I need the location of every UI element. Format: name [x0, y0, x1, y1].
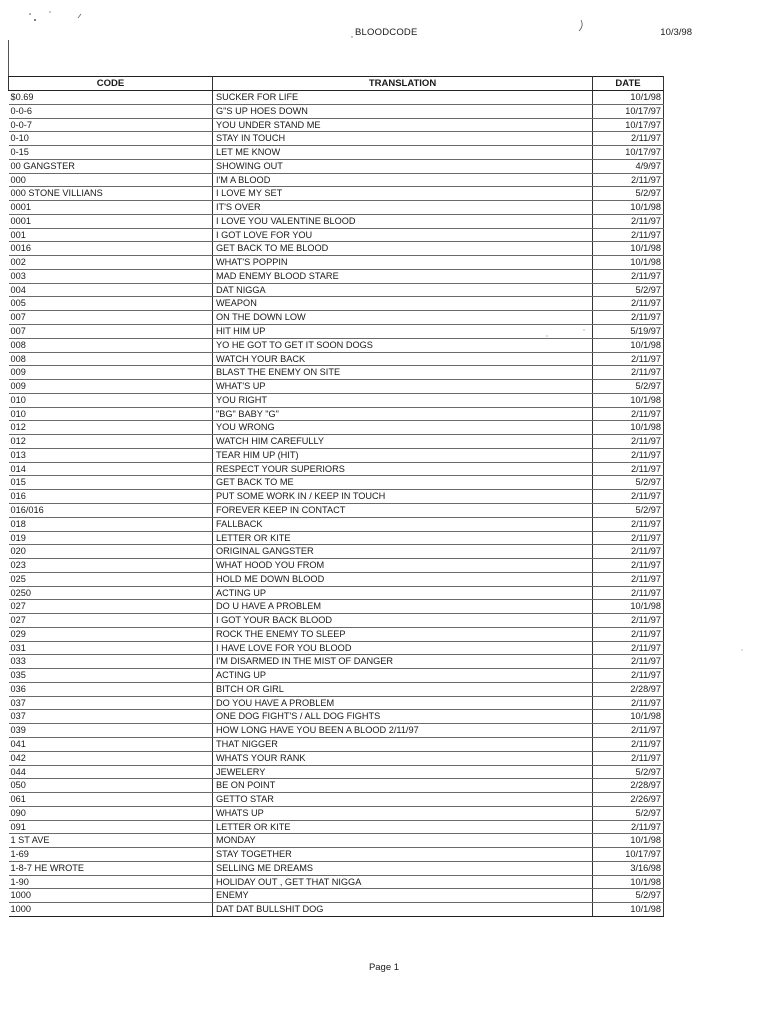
table-row [9, 462, 664, 476]
table-row [9, 159, 664, 173]
translation-cell: GET BACK TO ME BLOOD [213, 242, 593, 256]
translation-cell: WHAT HOOD YOU FROM [213, 559, 593, 573]
table-row [9, 572, 664, 586]
date-cell: 2/26/97 [593, 793, 664, 807]
translation-cell: SHOWING OUT [213, 159, 593, 173]
translation-cell: BLAST THE ENEMY ON SITE [213, 366, 593, 380]
translation-cell: SELLING ME DREAMS [213, 861, 593, 875]
date-cell: 2/11/97 [593, 407, 664, 421]
code-cell: 014 [9, 462, 213, 476]
table-row [9, 655, 664, 669]
code-cell: 037 [9, 696, 213, 710]
table-row [9, 435, 664, 449]
table-row [9, 118, 664, 132]
code-cell: 0250 [9, 586, 213, 600]
table-row [9, 669, 664, 683]
table-row [9, 242, 664, 256]
table-row [9, 765, 664, 779]
code-cell: 016/016 [9, 503, 213, 517]
table-row [9, 875, 664, 889]
code-cell: 1-8-7 HE WROTE [9, 861, 213, 875]
translation-cell: RESPECT YOUR SUPERIORS [213, 462, 593, 476]
date-cell: 2/11/97 [593, 737, 664, 751]
document-date: 10/3/98 [660, 27, 692, 38]
date-cell: 10/1/98 [593, 834, 664, 848]
date-cell: 10/1/98 [593, 875, 664, 889]
code-cell: 027 [9, 614, 213, 628]
date-cell: 2/11/97 [593, 352, 664, 366]
date-cell: 10/1/98 [593, 600, 664, 614]
table-row [9, 214, 664, 228]
date-cell: 2/11/97 [593, 614, 664, 628]
date-cell: 2/11/97 [593, 627, 664, 641]
date-cell: 2/11/97 [593, 228, 664, 242]
code-cell: 0-10 [9, 132, 213, 146]
date-cell: 2/11/97 [593, 751, 664, 765]
translation-cell: THAT NIGGER [213, 737, 593, 751]
date-cell: 2/11/97 [593, 173, 664, 187]
code-cell: 010 [9, 393, 213, 407]
translation-cell: WHATS YOUR RANK [213, 751, 593, 765]
table-row [9, 820, 664, 834]
code-cell: 035 [9, 669, 213, 683]
code-cell: 007 [9, 311, 213, 325]
code-cell: 010 [9, 407, 213, 421]
code-cell: 018 [9, 517, 213, 531]
translation-cell: ACTING UP [213, 669, 593, 683]
code-cell: 00 GANGSTER [9, 159, 213, 173]
code-cell: 044 [9, 765, 213, 779]
translation-cell: GET BACK TO ME [213, 476, 593, 490]
table-row [9, 779, 664, 793]
date-cell: 10/17/97 [593, 104, 664, 118]
date-cell: 4/9/97 [593, 159, 664, 173]
table-row [9, 380, 664, 394]
translation-cell: WHAT'S POPPIN [213, 256, 593, 270]
date-cell: 5/2/97 [593, 503, 664, 517]
date-cell: 2/11/97 [593, 517, 664, 531]
translation-cell: ONE DOG FIGHT'S / ALL DOG FIGHTS [213, 710, 593, 724]
date-cell: 2/11/97 [593, 311, 664, 325]
date-cell: 2/11/97 [593, 435, 664, 449]
date-cell: 10/17/97 [593, 848, 664, 862]
table-row [9, 517, 664, 531]
date-cell: 2/11/97 [593, 462, 664, 476]
translation-cell: FOREVER KEEP IN CONTACT [213, 503, 593, 517]
date-cell: 5/2/97 [593, 380, 664, 394]
table-row [9, 903, 664, 917]
column-header-translation: TRANSLATION [213, 77, 593, 91]
code-cell: $0.69 [9, 91, 213, 105]
date-cell: 5/2/97 [593, 187, 664, 201]
code-cell: 012 [9, 421, 213, 435]
table-row [9, 614, 664, 628]
date-cell: 10/1/98 [593, 256, 664, 270]
translation-cell: PUT SOME WORK IN / KEEP IN TOUCH [213, 490, 593, 504]
date-cell: 2/11/97 [593, 559, 664, 573]
code-cell: 009 [9, 366, 213, 380]
code-cell: 015 [9, 476, 213, 490]
date-cell: 2/11/97 [593, 531, 664, 545]
translation-cell: ORIGINAL GANGSTER [213, 545, 593, 559]
table-row [9, 710, 664, 724]
translation-cell: YOU RIGHT [213, 393, 593, 407]
code-cell: 029 [9, 627, 213, 641]
date-cell: 5/2/97 [593, 889, 664, 903]
table-row [9, 393, 664, 407]
table-row [9, 448, 664, 462]
code-cell: 1 ST AVE [9, 834, 213, 848]
translation-cell: LETTER OR KITE [213, 531, 593, 545]
code-cell: 019 [9, 531, 213, 545]
date-cell: 2/11/97 [593, 586, 664, 600]
code-cell: 033 [9, 655, 213, 669]
translation-cell: BITCH OR GIRL [213, 682, 593, 696]
page-number: Page 1 [368, 962, 400, 973]
code-cell: 091 [9, 820, 213, 834]
table-row [9, 559, 664, 573]
code-cell: 013 [9, 448, 213, 462]
translation-cell: DO YOU HAVE A PROBLEM [213, 696, 593, 710]
table-row [9, 269, 664, 283]
translation-cell: HOLIDAY OUT , GET THAT NIGGA [213, 875, 593, 889]
column-header-date: DATE [593, 77, 664, 91]
table-row [9, 806, 664, 820]
translation-cell: YOU WRONG [213, 421, 593, 435]
code-cell: 1-69 [9, 848, 213, 862]
date-cell: 2/11/97 [593, 132, 664, 146]
date-cell: 2/11/97 [593, 366, 664, 380]
code-cell: 003 [9, 269, 213, 283]
translation-cell: I HAVE LOVE FOR YOU BLOOD [213, 641, 593, 655]
page-header [0, 27, 768, 43]
date-cell: 2/11/97 [593, 724, 664, 738]
translation-cell: LETTER OR KITE [213, 820, 593, 834]
date-cell: 2/11/97 [593, 641, 664, 655]
translation-cell: ROCK THE ENEMY TO SLEEP [213, 627, 593, 641]
table-row [9, 421, 664, 435]
date-cell: 2/11/97 [593, 448, 664, 462]
code-cell: 027 [9, 600, 213, 614]
date-cell: 10/1/98 [593, 338, 664, 352]
table-row [9, 476, 664, 490]
date-cell: 2/11/97 [593, 696, 664, 710]
date-cell: 10/17/97 [593, 146, 664, 160]
date-cell: 5/2/97 [593, 806, 664, 820]
code-cell: 031 [9, 641, 213, 655]
translation-cell: LET ME KNOW [213, 146, 593, 160]
table-row [9, 283, 664, 297]
date-cell: 10/1/98 [593, 421, 664, 435]
table-row [9, 490, 664, 504]
code-cell: 000 [9, 173, 213, 187]
table-row [9, 793, 664, 807]
date-cell: 2/28/97 [593, 682, 664, 696]
translation-cell: JEWELERY [213, 765, 593, 779]
table-header-row [9, 77, 664, 91]
code-cell: 0-0-7 [9, 118, 213, 132]
table-row [9, 201, 664, 215]
code-cell: 042 [9, 751, 213, 765]
table-row [9, 366, 664, 380]
code-cell: 004 [9, 283, 213, 297]
translation-cell: WHATS UP [213, 806, 593, 820]
translation-cell: I GOT LOVE FOR YOU [213, 228, 593, 242]
date-cell: 10/1/98 [593, 201, 664, 215]
code-cell: 061 [9, 793, 213, 807]
code-cell: 1000 [9, 889, 213, 903]
code-cell: 041 [9, 737, 213, 751]
translation-cell: "BG" BABY "G" [213, 407, 593, 421]
code-cell: 002 [9, 256, 213, 270]
table-row [9, 187, 664, 201]
date-cell: 5/2/97 [593, 765, 664, 779]
date-cell: 10/1/98 [593, 903, 664, 917]
table-row [9, 751, 664, 765]
date-cell: 2/11/97 [593, 214, 664, 228]
date-cell: 2/11/97 [593, 269, 664, 283]
code-cell: 1-90 [9, 875, 213, 889]
translation-cell: HOW LONG HAVE YOU BEEN A BLOOD 2/11/97 [213, 724, 593, 738]
code-cell: 009 [9, 380, 213, 394]
table-row [9, 256, 664, 270]
column-header-code: CODE [9, 77, 213, 91]
translation-cell: MAD ENEMY BLOOD STARE [213, 269, 593, 283]
date-cell: 10/17/97 [593, 118, 664, 132]
translation-cell: STAY TOGETHER [213, 848, 593, 862]
date-cell: 3/16/98 [593, 861, 664, 875]
table-row [9, 228, 664, 242]
translation-cell: G"S UP HOES DOWN [213, 104, 593, 118]
table-row [9, 545, 664, 559]
date-cell: 5/2/97 [593, 283, 664, 297]
translation-cell: IT'S OVER [213, 201, 593, 215]
table-row [9, 352, 664, 366]
table-row [9, 696, 664, 710]
table-row [9, 834, 664, 848]
translation-cell: WATCH HIM CAREFULLY [213, 435, 593, 449]
code-table [8, 76, 664, 917]
translation-cell: MONDAY [213, 834, 593, 848]
table-row [9, 297, 664, 311]
translation-cell: GETTO STAR [213, 793, 593, 807]
table-row [9, 600, 664, 614]
translation-cell: ACTING UP [213, 586, 593, 600]
translation-cell: STAY IN TOUCH [213, 132, 593, 146]
code-cell: 025 [9, 572, 213, 586]
date-cell: 10/1/98 [593, 91, 664, 105]
code-cell: 012 [9, 435, 213, 449]
table-row [9, 641, 664, 655]
table-row [9, 173, 664, 187]
code-cell: 0001 [9, 201, 213, 215]
table-row [9, 586, 664, 600]
table-row [9, 737, 664, 751]
translation-cell: YOU UNDER STAND ME [213, 118, 593, 132]
code-cell: 050 [9, 779, 213, 793]
date-cell: 5/19/97 [593, 325, 664, 339]
date-cell: 2/11/97 [593, 297, 664, 311]
table-row [9, 146, 664, 160]
translation-cell: I LOVE YOU VALENTINE BLOOD [213, 214, 593, 228]
translation-cell: HOLD ME DOWN BLOOD [213, 572, 593, 586]
code-cell: 0-15 [9, 146, 213, 160]
code-cell: 036 [9, 682, 213, 696]
code-cell: 039 [9, 724, 213, 738]
table-row [9, 503, 664, 517]
code-cell: 008 [9, 338, 213, 352]
translation-cell: WATCH YOUR BACK [213, 352, 593, 366]
translation-cell: SUCKER FOR LIFE [213, 91, 593, 105]
table-row [9, 848, 664, 862]
code-cell: 020 [9, 545, 213, 559]
translation-cell: ENEMY [213, 889, 593, 903]
translation-cell: I'M A BLOOD [213, 173, 593, 187]
translation-cell: HIT HIM UP [213, 325, 593, 339]
translation-cell: I'M DISARMED IN THE MIST OF DANGER [213, 655, 593, 669]
code-cell: 016 [9, 490, 213, 504]
code-cell: 037 [9, 710, 213, 724]
table-row [9, 311, 664, 325]
date-cell: 5/2/97 [593, 476, 664, 490]
table-row [9, 104, 664, 118]
date-cell: 2/11/97 [593, 655, 664, 669]
code-cell: 000 STONE VILLIANS [9, 187, 213, 201]
table-row [9, 861, 664, 875]
table-row [9, 724, 664, 738]
code-cell: 005 [9, 297, 213, 311]
table-row [9, 889, 664, 903]
translation-cell: BE ON POINT [213, 779, 593, 793]
translation-cell: TEAR HIM UP (HIT) [213, 448, 593, 462]
table-row [9, 407, 664, 421]
date-cell: 2/11/97 [593, 572, 664, 586]
translation-cell: ON THE DOWN LOW [213, 311, 593, 325]
translation-cell: I GOT YOUR BACK BLOOD [213, 614, 593, 628]
translation-cell: DAT NIGGA [213, 283, 593, 297]
date-cell: 2/28/97 [593, 779, 664, 793]
date-cell: 10/1/98 [593, 710, 664, 724]
table-row [9, 682, 664, 696]
table-row [9, 338, 664, 352]
code-cell: 090 [9, 806, 213, 820]
table-row [9, 325, 664, 339]
code-cell: 023 [9, 559, 213, 573]
code-cell: 1000 [9, 903, 213, 917]
date-cell: 2/11/97 [593, 669, 664, 683]
document-title: BLOODCODE [355, 27, 418, 38]
margin-mark [8, 40, 9, 76]
table-row [9, 91, 664, 105]
code-cell: 0016 [9, 242, 213, 256]
date-cell: 2/11/97 [593, 490, 664, 504]
code-cell: 0001 [9, 214, 213, 228]
table-row [9, 132, 664, 146]
translation-cell: WHAT'S UP [213, 380, 593, 394]
translation-cell: WEAPON [213, 297, 593, 311]
translation-cell: DO U HAVE A PROBLEM [213, 600, 593, 614]
translation-cell: YO HE GOT TO GET IT SOON DOGS [213, 338, 593, 352]
date-cell: 2/11/97 [593, 545, 664, 559]
table-row [9, 627, 664, 641]
table-row [9, 531, 664, 545]
translation-cell: DAT DAT BULLSHIT DOG [213, 903, 593, 917]
code-cell: 001 [9, 228, 213, 242]
code-cell: 007 [9, 325, 213, 339]
date-cell: 10/1/98 [593, 242, 664, 256]
translation-cell: I LOVE MY SET [213, 187, 593, 201]
date-cell: 2/11/97 [593, 820, 664, 834]
date-cell: 10/1/98 [593, 393, 664, 407]
code-cell: 008 [9, 352, 213, 366]
translation-cell: FALLBACK [213, 517, 593, 531]
code-cell: 0-0-6 [9, 104, 213, 118]
